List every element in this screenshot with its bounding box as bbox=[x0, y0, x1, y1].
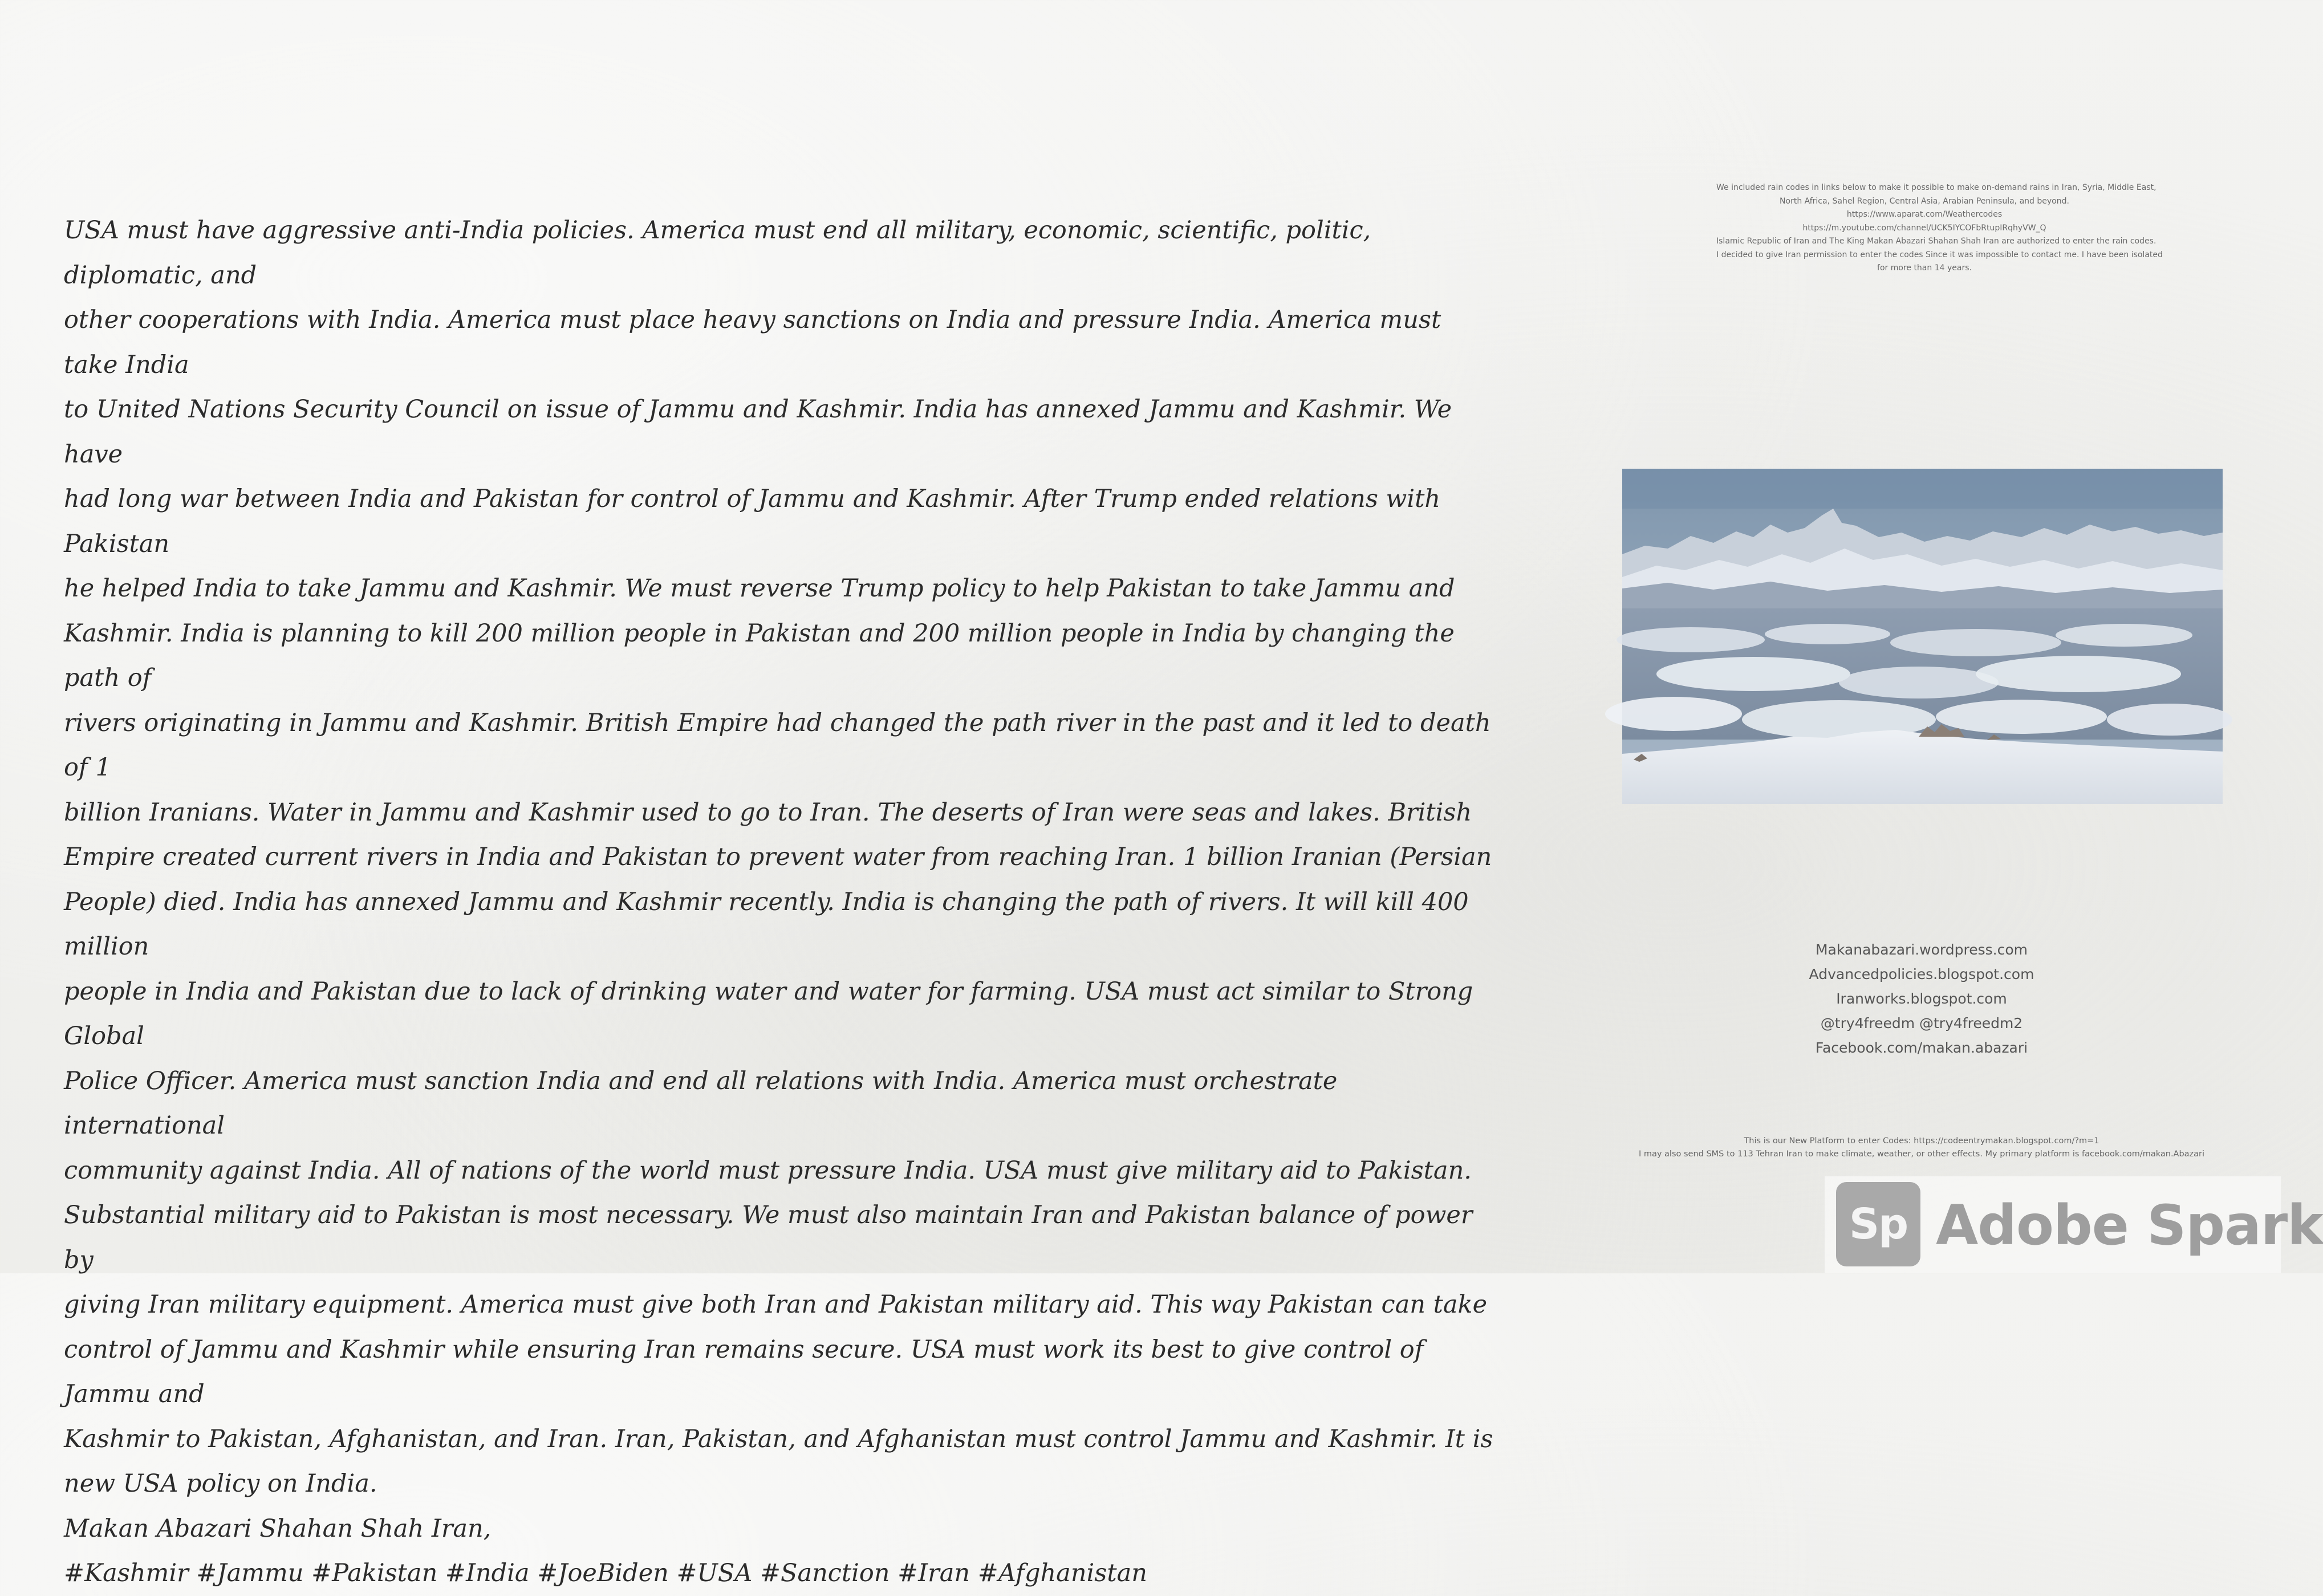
adobe-spark-logo-icon bbox=[1836, 1182, 1920, 1266]
main-article bbox=[64, 208, 1501, 1596]
article-line: had long war between India and Pakistan for control of Jammu and Kashmir. After Trump ended relations with Pakistan bbox=[64, 485, 1441, 558]
article-line: control of Jammu and Kashmir while ensuring Iran remains secure. USA must work its best to give control of Jammu and bbox=[64, 1335, 1424, 1408]
article-line: rivers originating in Jammu and Kashmir. British Empire had changed the path river in the past and it led to death of 1 bbox=[64, 708, 1491, 782]
notice-line: We included rain codes in links below to make it possible to make on-demand rains in Iran, Syria, Middle East, bbox=[1716, 183, 2157, 192]
watermark-badge-text: Sp bbox=[1849, 1200, 1908, 1249]
article-line: USA must have aggressive anti-India policies. America must end all military, economic, scientific, politic, diplomatic, and bbox=[64, 216, 1371, 290]
article-line: Kashmir to Pakistan, Afghanistan, and Iran. Iran, Pakistan, and Afghanistan must control Jammu and Kashmir. It is bbox=[64, 1424, 1493, 1453]
article-line: to United Nations Security Council on issue of Jammu and Kashmir. India has annexed Jammu and Kashmir. We have bbox=[64, 395, 1452, 469]
article-line: community against India. All of nations of the world must pressure India. USA must give military aid to Pakistan. bbox=[64, 1156, 1472, 1185]
signature: Makan Abazari Shahan Shah Iran, bbox=[64, 1514, 492, 1543]
article-line: billion Iranians. Water in Jammu and Kashmir used to go to Iran. The deserts of Iran were seas and lakes. British bbox=[64, 798, 1472, 827]
link-wordpress[interactable]: Makanabazari.wordpress.com bbox=[1815, 941, 2028, 958]
notice-line: I decided to give Iran permission to enter the codes Since it was impossible to contact me. I have been isolated bbox=[1716, 250, 2163, 259]
mountain-photo bbox=[1622, 469, 2223, 804]
article-line: he helped India to take Jammu and Kashmir. We must reverse Trump policy to help Pakistan to take Jammu and bbox=[64, 574, 1455, 603]
rain-codes-notice bbox=[1716, 181, 2163, 275]
article-line: Empire created current rivers in India and Pakistan to prevent water from reaching Iran. 1 billion Iranian (Persian bbox=[64, 843, 1492, 871]
notice-line: Islamic Republic of Iran and The King Makan Abazari Shahan Shah Iran are authorized to enter the rain codes. bbox=[1716, 237, 2157, 246]
notice-link[interactable]: https://www.aparat.com/Weathercodes bbox=[1846, 210, 2003, 219]
article-line: giving Iran military equipment. America must give both Iran and Pakistan military aid. This way Pakistan can take bbox=[64, 1290, 1488, 1319]
twitter-handles[interactable]: @try4freedm @try4freedm2 bbox=[1820, 1015, 2023, 1031]
article-line: new USA policy on India. bbox=[64, 1469, 377, 1498]
hashtags: #Kashmir #Jammu #Pakistan #India #JoeBiden #USA #Sanction #Iran #Afghanistan bbox=[64, 1559, 1147, 1587]
article-line: Police Officer. America must sanction India and end all relations with India. America must orchestrate international bbox=[64, 1066, 1338, 1140]
adobe-spark-watermark bbox=[1825, 1176, 2323, 1273]
article-line: People) died. India has annexed Jammu and Kashmir recently. India is changing the path of rivers. It will kill 400 million bbox=[64, 887, 1469, 961]
footer-sms-line: I may also send SMS to 113 Tehran Iran to make climate, weather, or other effects. My primary platform is facebook.com/makan.Abazari bbox=[1638, 1150, 2205, 1159]
link-iranworks[interactable]: Iranworks.blogspot.com bbox=[1836, 990, 2007, 1007]
article-line: people in India and Pakistan due to lack of drinking water and water for farming. USA must act similar to Strong Global bbox=[64, 977, 1473, 1050]
watermark-text: Adobe Spark bbox=[1936, 1193, 2323, 1257]
link-facebook[interactable]: Facebook.com/makan.abazari bbox=[1815, 1039, 2028, 1056]
article-line: Substantial military aid to Pakistan is most necessary. We must also maintain Iran and Pakistan balance of power by bbox=[64, 1201, 1473, 1274]
link-advancedpolicies[interactable]: Advancedpolicies.blogspot.com bbox=[1809, 966, 2034, 982]
article-line: Kashmir. India is planning to kill 200 million people in Pakistan and 200 million people in India by changing the path of bbox=[64, 619, 1455, 692]
footer-platform-line[interactable]: This is our New Platform to enter Codes: https://codeentrymakan.blogspot.com/?m=1 bbox=[1744, 1136, 2099, 1146]
article-line: other cooperations with India. America must place heavy sanctions on India and pressure India. America must take India bbox=[64, 306, 1441, 379]
notice-link[interactable]: https://m.youtube.com/channel/UCK5IYCOFbRtupIRqhyVW_Q bbox=[1802, 223, 2046, 233]
notice-line: for more than 14 years. bbox=[1877, 263, 1972, 273]
mountain-landscape-image bbox=[1622, 469, 2223, 804]
footer-note bbox=[1574, 1135, 2269, 1161]
notice-line: North Africa, Sahel Region, Central Asia, Arabian Peninsula, and beyond. bbox=[1780, 196, 2069, 206]
links-list bbox=[1711, 937, 2133, 1060]
